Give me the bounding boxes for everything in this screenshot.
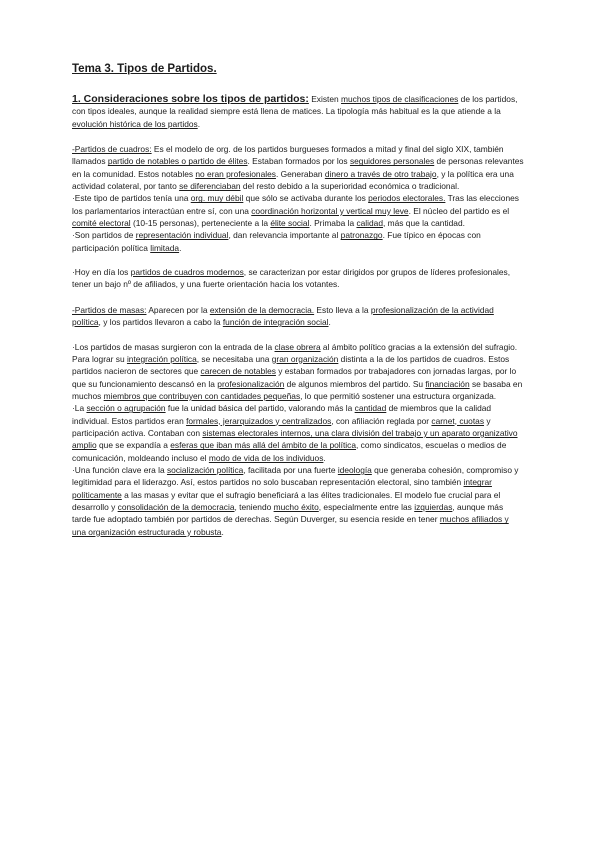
underlined-text: muchos afiliados y una organización estructurada y robusta — [72, 514, 509, 537]
text-run: . Generaban — [275, 168, 325, 179]
underlined-text: carecen de notables — [200, 366, 276, 377]
text-run: , se caracterizan por estar dirigidos por grupos de líderes profesionales, tener un bajo nº de afiliados, y una fuerte orientación hacia los votantes. — [72, 267, 511, 290]
text-run: Aparecen por la — [146, 304, 210, 315]
text-run: y estaban formados por trabajadores con jornadas largas, por lo que su funcionamiento descansó en la — [72, 366, 517, 389]
text-run: ·Una función clave era la — [72, 464, 167, 475]
text-run: Tras las elecciones los parlamentarios interactúan entre sí, con una — [72, 193, 519, 216]
text-run: . — [221, 526, 224, 537]
text-run: , aunque más tarde fue adoptado también por partidos de derechas. Según Duverger, su esencia reside en tener — [72, 501, 504, 525]
text-run: (10-15 personas), perteneciente a la — [130, 218, 271, 229]
text-run: , con afiliación reglada por — [331, 415, 432, 426]
underlined-text: integración política — [126, 353, 197, 364]
masas-paragraph-1 — [72, 304, 524, 329]
text-run: , facilitada por una fuerte — [243, 464, 338, 475]
underlined-text: clase obrera — [274, 341, 321, 352]
cuadros-paragraph-4 — [72, 266, 524, 291]
underlined-text: dinero a través de otro trabajo — [324, 168, 437, 179]
underlined-text: izquierdas — [414, 501, 453, 512]
underlined-text: sistemas electorales internos, una clara división del trabajo y un aparato organizativo amplio — [72, 427, 518, 451]
underlined-text: gran organización — [271, 353, 339, 364]
underlined-text: partido de notables o partido de élites — [107, 156, 248, 167]
underlined-text: org. muy débil — [190, 193, 244, 204]
underlined-text: se diferenciaban — [179, 181, 241, 192]
underlined-text: no eran profesionales — [195, 168, 276, 179]
text-run: de los partidos, con tipos ideales, aunque la realidad siempre está llena de matices. La tipología más habitual es la que atiende a la — [72, 94, 518, 117]
text-run: ·Son partidos de — [72, 230, 136, 241]
text-run: , se necesitaba una — [196, 353, 272, 364]
text-run: . Primaba la — [309, 218, 357, 229]
underlined-text: profesionalización de la actividad política — [72, 304, 494, 328]
underlined-text: representación individual — [135, 230, 229, 241]
underlined-text: cantidad — [354, 403, 387, 414]
text-run: ·Este tipo de partidos tenía una — [72, 193, 191, 204]
underlined-text: función de integración social — [222, 317, 329, 328]
underlined-text: financiación — [425, 378, 470, 389]
text-run: , más que la cantidad. — [383, 218, 465, 229]
text-run: que generaba cohesión, compromiso y legitimidad para el liderazgo. Así, estos partidos no solo buscaban representación electoral, sino también — [72, 464, 519, 488]
underlined-text: ideología — [337, 464, 372, 475]
underlined-text: profesionalización — [217, 378, 285, 389]
text-run: . El núcleo del partido es el — [408, 205, 510, 216]
text-run: , dan relevancia importante al — [228, 230, 341, 241]
text-run: , lo que permitió sostener una estructura organizada. — [300, 390, 497, 401]
text-run: que se expandía a — [96, 440, 171, 451]
text-run: ·Los partidos de masas surgieron con la entrada de la — [72, 341, 275, 352]
underlined-text: evolución histórica de los partidos — [72, 118, 198, 129]
text-run: Es el modelo de org. de los partidos burgueses formados a mitad y final del siglo XIX, también llamados — [72, 144, 504, 167]
underlined-text: calidad — [356, 218, 383, 229]
text-run: que sólo se activaba durante los — [243, 193, 369, 204]
underlined-text: periodos electorales. — [368, 193, 446, 204]
masas-paragraph-3 — [72, 402, 524, 464]
underlined-text: partidos de cuadros modernos — [130, 267, 244, 278]
underlined-text: patronazgo — [340, 230, 383, 241]
text-run: a las masas y evitar que el sufragio beneficiará a las élites tradicionales. El modelo fue crucial para el desarrollo y — [72, 489, 501, 512]
underlined-text: integrar políticamente — [72, 477, 492, 500]
masas-paragraph-4 — [72, 464, 524, 538]
underlined-text: consolidación de la democracia — [117, 501, 235, 512]
cuadros-paragraph-1 — [72, 143, 524, 192]
underlined-text: extensión de la democracia. — [209, 304, 315, 315]
text-run: , y la política era una actividad colateral, por tanto — [72, 168, 514, 192]
text-run: ·Hoy en día los — [72, 267, 131, 278]
text-run: . — [179, 242, 182, 253]
text-run: y participación activa. Contaban con — [72, 415, 491, 438]
text-run: , especialmente entre las — [318, 501, 415, 512]
underlined-text: modo de vida de los individuos — [208, 452, 324, 463]
underlined-text: élite social — [270, 218, 310, 229]
text-run: . Estaban formados por los — [247, 156, 350, 167]
document-page — [72, 62, 524, 538]
underlined-text: carnet, cuotas — [431, 415, 485, 426]
text-run: ·La — [72, 403, 87, 414]
text-run: de personas relevantes en la comunidad. Estos notables — [72, 156, 524, 179]
underlined-text: formales, jerarquizados y centralizados — [186, 415, 332, 426]
text-run: , teniendo — [234, 501, 274, 512]
masas-label: -Partidos de masas: — [72, 304, 147, 315]
cuadros-label: -Partidos de cuadros: — [72, 144, 152, 155]
text-run: Esto lleva a la — [314, 304, 371, 315]
cuadros-paragraph-2 — [72, 192, 524, 229]
document-title: Tema 3. Tipos de Partidos. — [72, 63, 217, 75]
text-run: al ámbito político gracias a la extensión del sufragio. Para lograr su — [72, 341, 518, 364]
text-run: . — [197, 118, 201, 129]
underlined-text: esferas que iban más allá del ámbito de la política — [170, 440, 357, 451]
text-run: de miembros que la calidad individual. Estos partidos eran — [72, 403, 492, 426]
text-run: fue la unidad básica del partido, valorando más la — [165, 403, 355, 414]
text-run: de algunos miembros del partido. Su — [284, 378, 426, 389]
section-1-heading: 1. Consideraciones sobre los tipos de partidos: — [72, 93, 309, 105]
underlined-text: limitada — [150, 242, 180, 253]
cuadros-paragraph-3 — [72, 229, 524, 254]
text-run: se basaba en muchos — [72, 378, 523, 401]
text-run: . Fue típico en épocas con participación política — [72, 230, 481, 253]
text-run: Existen — [308, 94, 342, 104]
section-1-paragraph — [72, 93, 524, 130]
text-run: distinta a la de los partidos de cuadros. Estos partidos nacieron de sectores que — [72, 353, 510, 377]
underlined-text: coordinación horizontal y vertical muy leve — [251, 205, 409, 216]
underlined-text: comité electoral — [72, 218, 131, 229]
text-run: , y los partidos llevaron a cabo la — [98, 317, 223, 328]
underlined-text: socialización política — [166, 464, 244, 475]
text-run: . — [328, 317, 331, 328]
text-run: . — [323, 452, 326, 463]
underlined-text: seguidores personales — [349, 156, 435, 167]
masas-paragraph-2 — [72, 341, 524, 403]
underlined-text: mucho éxito — [273, 501, 319, 512]
underlined-text: miembros que contribuyen con cantidades pequeñas — [103, 390, 301, 401]
text-run: del resto debido a la superioridad económica o tradicional. — [240, 181, 460, 192]
text-run: , como sindicatos, escuelas o medios de comunicación, moldeando incluso el — [72, 440, 507, 463]
underlined-text: muchos tipos de clasificaciones — [341, 94, 459, 104]
underlined-text: sección o agrupación — [86, 403, 166, 414]
